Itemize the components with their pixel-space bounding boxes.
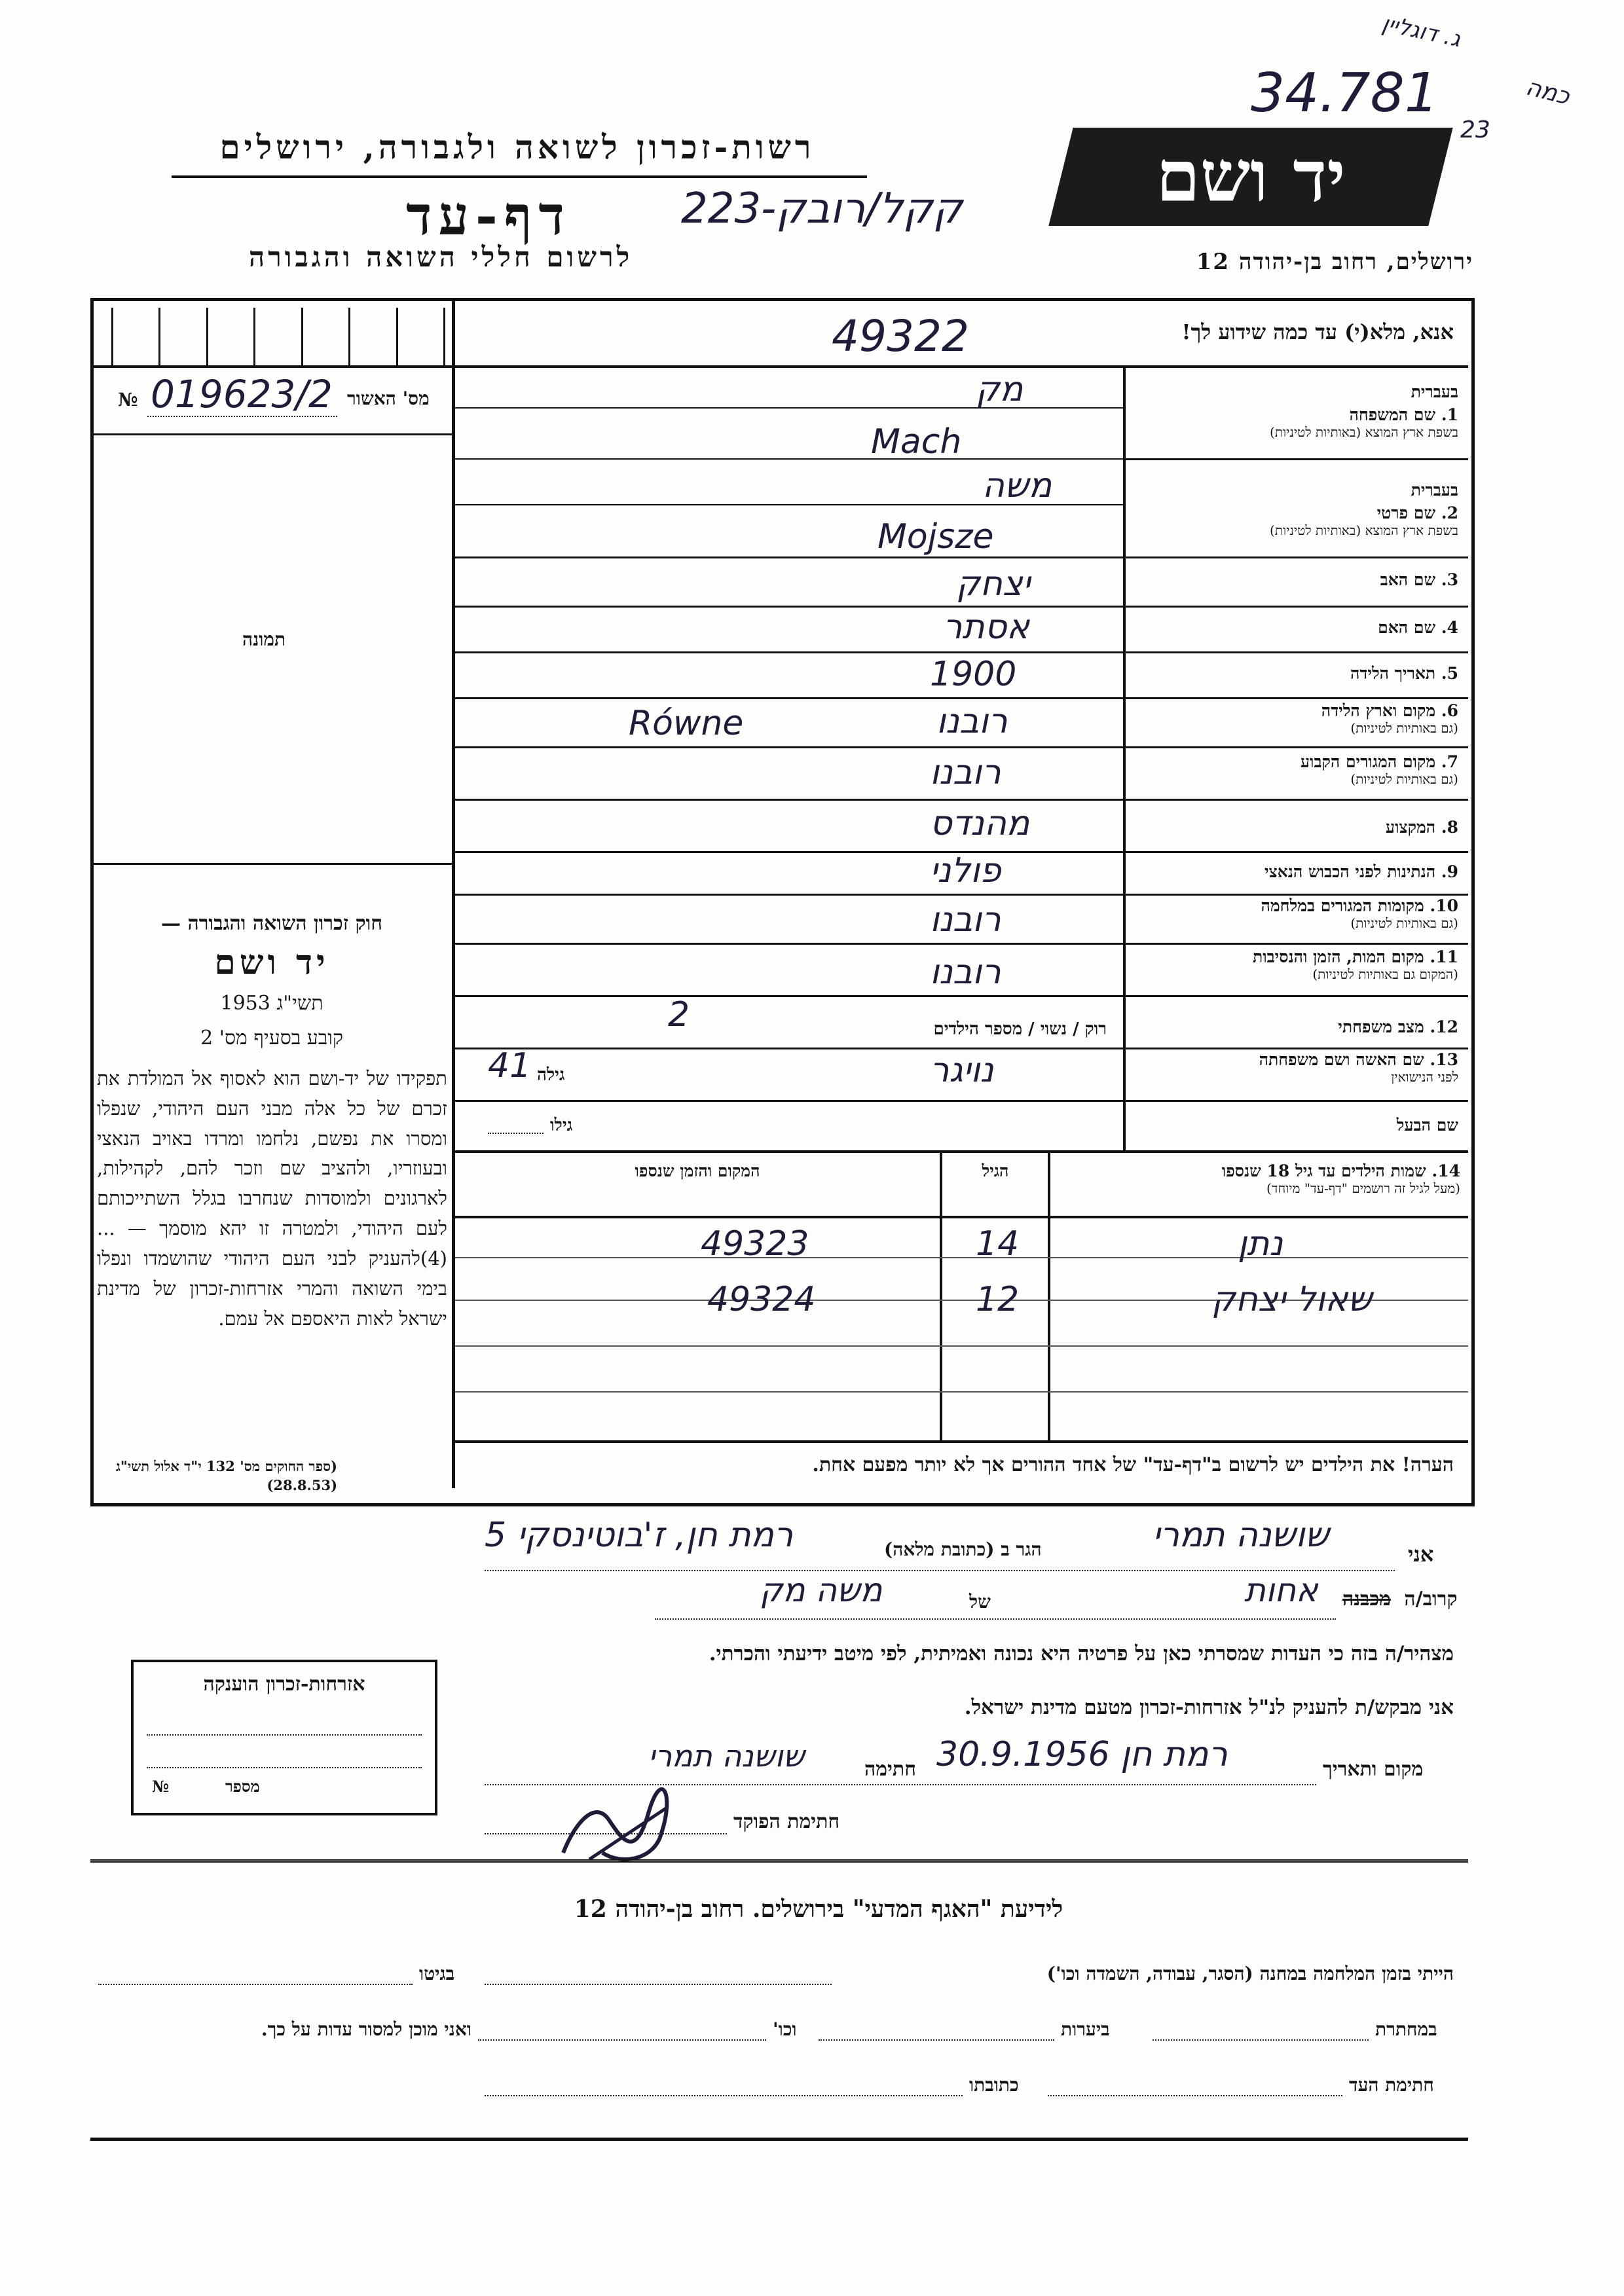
law-name: יד ושם	[214, 943, 329, 983]
field-number: 6.	[1441, 701, 1458, 720]
form-subtitle: לרשום חללי השואה והגבורה	[249, 241, 633, 273]
id-boxes	[111, 308, 445, 365]
children-place-header: המקום והזמן שנספו	[635, 1161, 760, 1180]
field-number: 3.	[1441, 570, 1458, 589]
field-number: 12.	[1430, 1017, 1458, 1036]
husband-age-line	[488, 1133, 544, 1134]
field-number: 10.	[1430, 896, 1458, 915]
surname-hebrew: מק	[976, 370, 1024, 409]
children-header	[1054, 1162, 1460, 1196]
field-hint: (מעל לגיל זה רושמים "דף-עד" מיוחד)	[1266, 1180, 1460, 1196]
approval-underline	[147, 416, 337, 417]
archive-number: 34.781	[1251, 62, 1439, 124]
law-section: קובע בסעיף מס' 2	[200, 1027, 343, 1049]
info-line2-d: ואני מוכן למסור עדות על כך.	[261, 2018, 471, 2040]
hebrew-tag: בעברית	[1411, 481, 1458, 500]
field-name: שם האם	[1378, 618, 1436, 637]
field-name: שם האב	[1380, 570, 1436, 589]
relation-line	[655, 1618, 1336, 1620]
children-count: 2	[668, 995, 690, 1034]
field-11-label	[1128, 948, 1458, 982]
citizenship-number-label: מספר	[225, 1777, 260, 1796]
row-rule	[455, 1100, 1468, 1102]
field-column-rule	[1123, 368, 1126, 1150]
field-number: 9.	[1441, 862, 1458, 881]
children-row-rule	[455, 1345, 1468, 1347]
declarer-address: רמת חן, ז'בוטינסקי 5	[485, 1516, 794, 1555]
nationality: פולני	[930, 851, 1001, 890]
page-number: 49322	[832, 311, 969, 361]
note: הערה! את הילדים יש לרשום ב"דף-עד" של אחד ההורים אך לא יותר מפעם אחת.	[812, 1453, 1454, 1476]
children-row-rule	[455, 1257, 1468, 1258]
info-line2-c: וכו'	[773, 2018, 797, 2040]
info-line1-b: בגיטו	[419, 1963, 455, 1984]
wartime-residence: רובנו	[930, 900, 1001, 939]
birth-place-latin: Równe	[629, 704, 744, 743]
field-name: מקום וארץ הלידה	[1321, 701, 1436, 720]
field-name: שם האשה ושם משפחתה	[1259, 1050, 1424, 1069]
child-age: 12	[976, 1280, 1020, 1319]
children-header-rule	[455, 1216, 1468, 1218]
statement: מצהיר/ה בזה כי העדות שמסרתי כאן על פרטיה היא נכונה ואמיתית, לפי מיטב ידיעתי והכרתי.	[709, 1642, 1454, 1666]
field-number: 2.	[1441, 503, 1458, 522]
citizenship-line	[147, 1734, 422, 1736]
info-line2-fill	[819, 2039, 1054, 2041]
law-citation: (ספר החוקים מס' 132 י"ד אלול תשי"ג (28.8.53)	[116, 1458, 337, 1494]
profession: מהנדס	[930, 804, 1030, 843]
field-hint: בשפת ארץ המוצא (באותיות לטיניות)	[1270, 522, 1458, 538]
field-hint: לפני הנישואין	[1391, 1068, 1458, 1085]
corner-scribble: ג. דוגליין	[1380, 10, 1464, 53]
field-13-label	[1128, 1051, 1458, 1085]
mother-name: אסתר	[943, 608, 1030, 647]
field-number: 4.	[1441, 618, 1458, 637]
children-age-header: הגיל	[982, 1161, 1009, 1180]
child-name: שאול יצחק	[1211, 1280, 1373, 1319]
relative-text: קרוב/ה	[1404, 1588, 1458, 1611]
first-name-latin: Mojsze	[877, 517, 994, 556]
birth-date: 1900	[930, 655, 1017, 694]
husband-age-label: גילו	[550, 1116, 573, 1135]
field-name: מצב משפחתי	[1338, 1017, 1424, 1036]
residence: רובנו	[930, 753, 1001, 792]
field-12-label	[1128, 1018, 1458, 1037]
row-rule	[455, 894, 1468, 896]
field-hint: (גם באותיות לטיניות)	[1350, 720, 1458, 736]
field-hint: בשפת ארץ המוצא (באותיות לטיניות)	[1270, 424, 1458, 440]
row-rule	[1126, 458, 1468, 460]
info-line1-fill	[485, 1984, 832, 1985]
request: אני מבקש/ת להעניק לנ"ל אזרחות-זכרון מטעם מדינת ישראל.	[964, 1696, 1454, 1719]
officer-signature-scrawl	[550, 1781, 681, 1872]
field-name: שם המשפחה	[1349, 405, 1436, 424]
field-hint: (גם באותיות לטיניות)	[1350, 771, 1458, 787]
relative-label	[1342, 1588, 1458, 1611]
header-rule	[172, 175, 867, 178]
death-place: רובנו	[930, 953, 1001, 992]
officer-signature-label: חתימת הפוקד	[733, 1810, 840, 1833]
father-name: יצחק	[956, 564, 1031, 604]
field-number: 5.	[1441, 664, 1458, 683]
row-rule	[455, 995, 1468, 997]
corner-scribble: 23	[1460, 117, 1490, 143]
law-year: תשי"ג 1953	[220, 992, 323, 1015]
declaration-i: אני	[1408, 1542, 1434, 1567]
marital-status-options: רוק / נשוי / מספר הילדים	[933, 1019, 1107, 1039]
relation-value: אחות	[1244, 1571, 1318, 1609]
child-page-ref: 49323	[701, 1224, 809, 1264]
field-number: 1.	[1441, 405, 1458, 424]
row-rule	[455, 556, 1468, 558]
logo-text: יד ושם	[1156, 136, 1346, 218]
wife-maiden-name: נויגר	[930, 1051, 994, 1090]
field-2-label	[1128, 481, 1458, 538]
info-line1-a: הייתי בזמן המלחמה במחנה (הסגר, עבודה, השמדה וכו')	[1046, 1963, 1454, 1984]
signature-label: חתימה	[864, 1758, 916, 1781]
first-name-hebrew: משה	[982, 466, 1052, 505]
info-line3-fill	[1048, 2095, 1342, 2096]
authority-name: רשות-זכרון לשואה ולגבורה, ירושלים	[219, 128, 815, 166]
place-date-label: מקום ותאריך	[1323, 1758, 1424, 1781]
of-value: משה מק	[760, 1571, 883, 1609]
declarer-name: שושנה תמרי	[1153, 1516, 1329, 1555]
field-name: שמות הילדים עד גיל 18 שנספו	[1221, 1161, 1426, 1180]
child-age: 14	[976, 1224, 1020, 1264]
info-line3-fill	[485, 2095, 963, 2096]
wife-age: 41	[488, 1046, 532, 1085]
field-7-label	[1128, 753, 1458, 787]
row-rule	[455, 943, 1468, 945]
field-9-label	[1128, 863, 1458, 882]
yad-vashem-logo	[1048, 128, 1452, 226]
photo-rule	[94, 863, 452, 865]
hebrew-tag: בעברית	[1411, 382, 1458, 401]
row-rule	[455, 799, 1468, 801]
of-label: של	[969, 1591, 991, 1613]
field-hint: (גם באותיות לטיניות)	[1350, 915, 1458, 931]
law-body: תפקידו של יד-ושם הוא לאסוף אל המולדת את זכרם של כל אלה מבני העם היהודי, שנפלו ומסרו את נפשם, נלחמו ומרדו באויב הנאצי ובעוזריו, ולהציב שם וזכר להם, לקהילות, לארגונים ולמוסדות שנחרבו בגלל השתייכותם לעם היהודי, ולמטרה זו יהא מוסמך — ...(4)להעניק לבני העם היהודי שהושמדו ונפלו בימי השואה והמרי אזרחות-זכרון של מדינת ישראל לאות היאספם אל עמם.	[97, 1067, 447, 1330]
signature-value: שושנה תמרי	[648, 1738, 805, 1774]
field-name: הנתינות לפני הכבוש הנאצי	[1264, 862, 1436, 881]
row-rule	[455, 746, 1468, 748]
top-strip-rule	[94, 365, 1468, 368]
corner-scribble: כמה	[1523, 73, 1572, 111]
wife-age-label: גילה	[537, 1065, 565, 1085]
child-page-ref: 49324	[707, 1280, 816, 1319]
relative-struck-text: מכבנה	[1342, 1588, 1391, 1611]
field-number: 13.	[1430, 1050, 1458, 1069]
field-name: תאריך הלידה	[1350, 664, 1436, 683]
field-8-label	[1128, 818, 1458, 837]
law-title: חוק זכרון השואה והגבורה —	[161, 912, 382, 935]
children-col-rule	[940, 1153, 942, 1441]
surname-latin: Mach	[871, 422, 962, 462]
field-1-label	[1128, 383, 1458, 440]
field-name: מקומות המגורים במלחמה	[1261, 896, 1424, 915]
field-name: שם פרטי	[1376, 503, 1436, 522]
row-rule	[455, 1048, 1468, 1049]
birth-place-hebrew: רובנו	[936, 702, 1008, 741]
husband-label: שם הבעל	[1396, 1116, 1458, 1135]
children-row-rule	[455, 1391, 1468, 1393]
field-hint: (המקום גם באותיות לטיניות)	[1312, 966, 1458, 982]
place-date-value: רמת חן 30.9.1956	[936, 1735, 1228, 1774]
approval-label: מס' האשור	[347, 388, 430, 409]
row-rule	[455, 651, 1468, 653]
citizenship-no-sign: №	[152, 1777, 170, 1796]
photo-label: תמונה	[242, 629, 286, 650]
field-number: 8.	[1441, 818, 1458, 837]
row-rule	[455, 458, 1123, 460]
info-title: לידיעת "האגף המדעי" בירושלים. רחוב בן-יהודה 12	[574, 1895, 1063, 1923]
address: ירושלים, רחוב בן-יהודה 12	[1196, 249, 1473, 275]
field-3-label	[1128, 571, 1458, 590]
info-line1-fill	[98, 1984, 413, 1985]
row-rule	[455, 697, 1468, 699]
info-line3-b: כתובתו	[969, 2074, 1019, 2096]
info-line2-a: במחתרת	[1375, 2018, 1437, 2040]
field-6-label	[1128, 702, 1458, 736]
instruction: אנא, מלא(י) עד כמה שידוע לך!	[1181, 319, 1454, 344]
approval-rule	[94, 433, 452, 435]
citizenship-box	[131, 1660, 437, 1815]
field-name: מקום המות, הזמן והנסיבות	[1252, 947, 1424, 966]
field-5-label	[1128, 665, 1458, 683]
children-bottom-rule	[455, 1440, 1468, 1443]
resides-label: הגר ב (כתובת מלאה)	[884, 1539, 1042, 1560]
field-number: 11.	[1430, 947, 1458, 966]
info-line2-fill	[478, 2039, 766, 2041]
field-10-label	[1128, 897, 1458, 931]
citizenship-title: אזרחות-זכרון הוענקה	[203, 1673, 365, 1696]
row-rule	[455, 1150, 1468, 1153]
children-col-rule	[1048, 1153, 1050, 1441]
info-line3-a: חתימת העד	[1349, 2074, 1434, 2096]
child-name: נתן	[1238, 1224, 1283, 1264]
field-name: מקום המגורים הקבוע	[1300, 752, 1436, 771]
citizenship-line	[147, 1767, 422, 1768]
field-number: 7.	[1441, 752, 1458, 771]
field-name: המקצוע	[1385, 818, 1436, 837]
approval-no-sign: №	[118, 389, 138, 410]
info-line2-b: ביערות	[1061, 2018, 1110, 2040]
info-line2-fill	[1153, 2039, 1369, 2041]
form-title: דף-עד	[406, 185, 571, 247]
field-number: 14.	[1431, 1161, 1460, 1180]
field-4-label	[1128, 619, 1458, 638]
approval-number: 019623/2	[151, 372, 333, 416]
handwritten-reference: קקל/רובק-223	[681, 185, 963, 233]
